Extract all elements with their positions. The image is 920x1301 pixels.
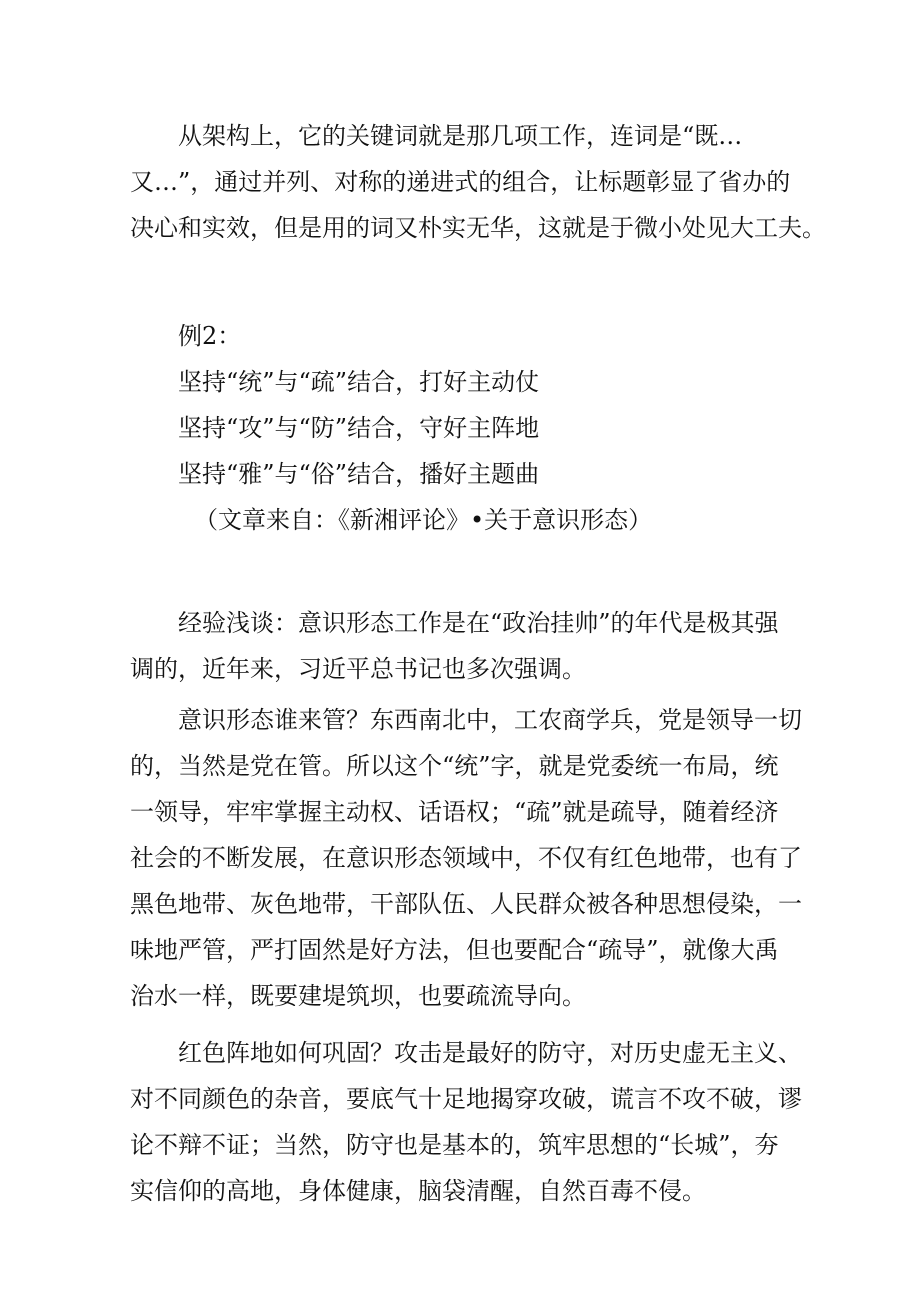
paragraph-architecture [130,113,826,251]
example-line: 坚持“统”与“疏”结合，打好主动仗 [178,368,540,396]
example-block [178,313,652,543]
text-line: 论不辩不证；当然，防守也是基本的，筑牢思想的“长城”，夯 [130,1131,779,1159]
example-line: 坚持“攻”与“防”结合，守好主阵地 [178,414,540,442]
text-line: 决心和实效，但是用的词又朴实无华，这就是于微小处见大工夫。 [130,214,826,242]
text-line: 社会的不断发展，在意识形态领域中，不仅有红色地带，也有了 [130,844,802,872]
text-line: 一领导，牢牢掌握主动权、话语权；“疏”就是疏导，随着经济 [130,798,779,826]
text-line: 味地严管，严打固然是好方法，但也要配合“疏导”，就像大禹 [130,936,779,964]
text-line: 调的，近年来，习近平总书记也多次强调。 [130,655,586,683]
example-line: 坚持“雅”与“俗”结合，播好主题曲 [178,460,540,488]
text-line: 的，当然是党在管。所以这个“统”字，就是党委统一布局，统 [130,752,779,780]
text-line: 对不同颜色的杂音，要底气十足地揭穿攻破，谎言不攻不破，谬 [130,1085,802,1113]
paragraph-experience [130,600,800,692]
text-line: 从架构上，它的关键词就是那几项工作，连词是“既… [178,122,743,150]
text-line: 意识形态谁来管？东西南北中，工农商学兵，党是领导一切 [178,706,802,734]
text-line: 又…”，通过并列、对称的递进式的组合，让标题彰显了省办的 [130,168,791,196]
text-line: 红色阵地如何巩固？攻击是最好的防守，对历史虚无主义、 [178,1039,802,1067]
text-line: 实信仰的高地，身体健康，脑袋清醒，自然百毒不侵。 [130,1177,706,1205]
example-source: （文章来自：《新湘评论》•关于意识形态） [194,506,653,534]
text-line: 治水一样，既要建堤筑坝，也要疏流导向。 [130,982,586,1010]
paragraph-red-position [130,1030,800,1214]
text-line: 经验浅谈：意识形态工作是在“政治挂帅”的年代是极其强 [178,609,779,637]
text-line: 黑色地带、灰色地带，干部队伍、人民群众被各种思想侵染，一 [130,890,802,918]
example-label: 例2： [178,322,242,350]
paragraph-who-manages [130,697,800,1019]
